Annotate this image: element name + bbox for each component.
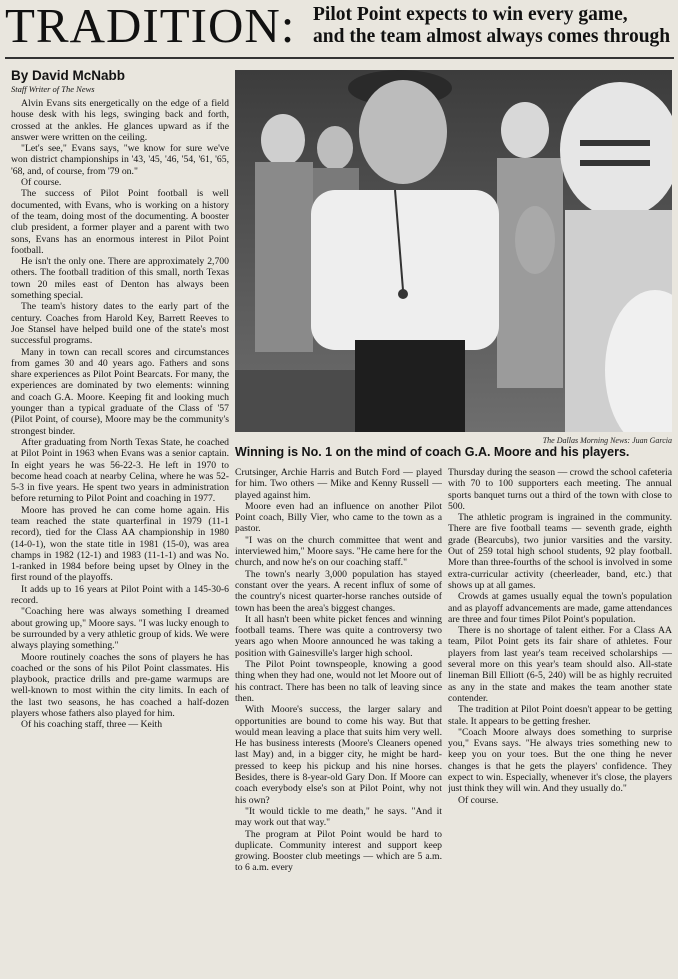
paragraph: "Let's see," Evans says, "we know for sure we've won district championships in '43, '45, '46, '54, '61, '65, '68, and, of course, from '79 on." [11,143,229,177]
paragraph: Thursday during the season — crowd the school cafeteria with 70 to 100 supporters each meeting. The annual sports banquet turns out a third of the town with close to 500. [448,467,672,512]
article-column-1 [11,98,229,976]
headline-main: TRADITION: [5,0,296,53]
paragraph: Moore even had an influence on another Pilot Point coach, Billy Vier, who came to the town as a pastor. [235,500,442,535]
paragraph: The team's history dates to the early part of the century. Coaches from Harold Key, Barrett Reeves to Joe Stansel have helped build one of the state's most successful programs. [11,301,229,347]
paragraph: Moore routinely coaches the sons of players he has coached or the sons of his Pilot Point classmates. His playbook, practice drills and pre-game warmups are well-known to most within the city limits. In each of the last two seasons, he has coached a half-dozen players whose fathers also played for him. [11,651,229,720]
paragraph: It all hasn't been white picket fences and winning football teams. There was quite a controversy two years ago when Moore announced he was taking a position with Gainesville's larger high school. [235,613,442,659]
paragraph: With Moore's success, the larger salary and opportunities are bound to come his way. But that would mean leaving a place that suits him very well. He has business interests (Moore's Cleaners opened last May) and, in a bigger city, he might be hard-pressed to keep his pickup and his nine horses. Besides, there is 8-year-old Gary Don. If Moore can coach everybody else's son at Pilot Point, why not his own? [235,704,442,806]
paragraph: Many in town can recall scores and circumstances from games 30 and 40 years ago. Fathers and sons share experiences as Pilot Point Bearcats. For many, the experiences are dominated by two elements: winning and coach G.A. Moore. Keeping fit and looking much younger than a typical graduate of the Class of '57 (Pilot Point, of course), Moore may be the community's strongest binder. [11,346,229,437]
photo-coach-and-players [235,70,672,432]
paragraph: Of course. [21,177,62,189]
byline-title: Staff Writer of The News [11,84,95,94]
paragraph: Crowds at games usually equal the town's population and as playoff advancements are made, game attendances are three and four times Pilot Point's population. [448,591,672,625]
paragraph: After graduating from North Texas State, he coached at Pilot Point in 1963 when Evans was a senior captain. In eight years he was 56-22-3. He left in 1970 to become head coach at nearby Celina, where he was 52-5-3 in five years. He spent two years in administration before returning to Pilot Point and coaching in 1977. [11,436,229,505]
paragraph: "I was on the church committee that went and interviewed him," Moore says. "He came here for the church, and now he's on our coaching staff." [235,534,442,569]
paragraph: "It would tickle to me death," he says. "And it may work out that way." [235,805,442,829]
byline-author: By David McNabb [11,68,126,83]
paragraph: The success of Pilot Point football is well documented, with Evans, who is working on a history of the team, doing most of the documenting. A booster club president, a former player and a parent with two sons, Evans has an enormous interest in Pilot Point football. [11,188,229,256]
paragraph: There is no shortage of talent either. For a Class AA team, Pilot Point gets its fair share of athletes. Four players from last year's team received scholarships — several more on this year's team should also. All-state lineman Bill Elliott (6-5, 240) will be as highly recruited as any in the state and makes the team another state contender. [448,625,672,704]
headline-deck-line-2: and the team almost always comes through [313,26,671,47]
headline-deck-line-1: Pilot Point expects to win every game, [313,4,628,25]
paragraph: The Pilot Point townspeople, knowing a good thing when they had one, would not let Moore out of his contract. There has been no talk of leaving since then. [235,659,442,704]
paragraph: The athletic program is ingrained in the community. There are five football teams — seventh grade, eighth grade (Bearcubs), two junior varsities and the varsity. Out of 259 total high school students, 92 play football. More than three-fourths of the school is involved in some extra-curricular activity (cheerleader, band, etc.) that shows up at all games. [448,512,672,591]
article-column-3 [448,467,672,977]
paragraph: The tradition at Pilot Point doesn't appear to be getting stale. It appears to be getting fresher. [448,704,672,727]
photo-caption: Winning is No. 1 on the mind of coach G.A. Moore and his players. [235,445,630,459]
paragraph: It adds up to 16 years at Pilot Point with a 145-30-6 record. [11,583,229,607]
headline-deck [313,4,678,48]
paragraph: Crutsinger, Archie Harris and Butch Ford — played for him. Two others — Mike and Kenny Russell — played against him. [235,467,442,501]
paragraph: He isn't the only one. There are approximately 2,700 others. The football tradition of this small, north Texas town 20 miles east of Denton has always been something special. [11,256,229,302]
paragraph: Of course. [458,794,499,806]
article-column-2 [235,467,442,977]
paragraph: "Coaching here was always something I dreamed about growing up," Moore says. "I was lucky enough to be surrounded by a very athletic group of kids. We were always playing something." [11,606,229,652]
paragraph: Alvin Evans sits energetically on the edge of a field house desk with his legs, swinging back and forth, crossed at the ankles. He glances upward as if the answer were written on the ceiling. [11,98,229,143]
paragraph: Moore has proved he can come home again. His team reached the state quarterfinal in 1979 (11-1 record), tied for the Class AA championship in 1980 (14-0-1), won the state title in 1981 (15-0), was area champs in 1982 (12-1) and 1983 (11-1-1) and was No. 1-ranked in 1984 before being upset by Olney in the first round of the playoffs. [11,504,229,584]
paragraph: "Coach Moore always does something to surprise you," Evans says. "He always tries something new to keep you on your toes. But the one thing he never changes is that he gets the players' confidence. They expect to win. Especially, whenever it's close, the players just think they will win. And they usually do." [448,726,672,795]
paragraph: Of his coaching staff, three — Keith [21,719,163,731]
paragraph: The town's nearly 3,000 population has stayed constant over the years. A recent influx of some of the country's nicest quarter-horse ranches outside of town has been the area's biggest changes. [235,568,442,614]
headline-rule [5,57,674,59]
photo-credit: The Dallas Morning News: Juan Garcia [542,436,672,445]
paragraph: The program at Pilot Point would be hard to duplicate. Community interest and support keep growing. Booster club meetings — which are 5 a.m. to 6 a.m. every [235,828,442,874]
article-photo [235,70,672,432]
